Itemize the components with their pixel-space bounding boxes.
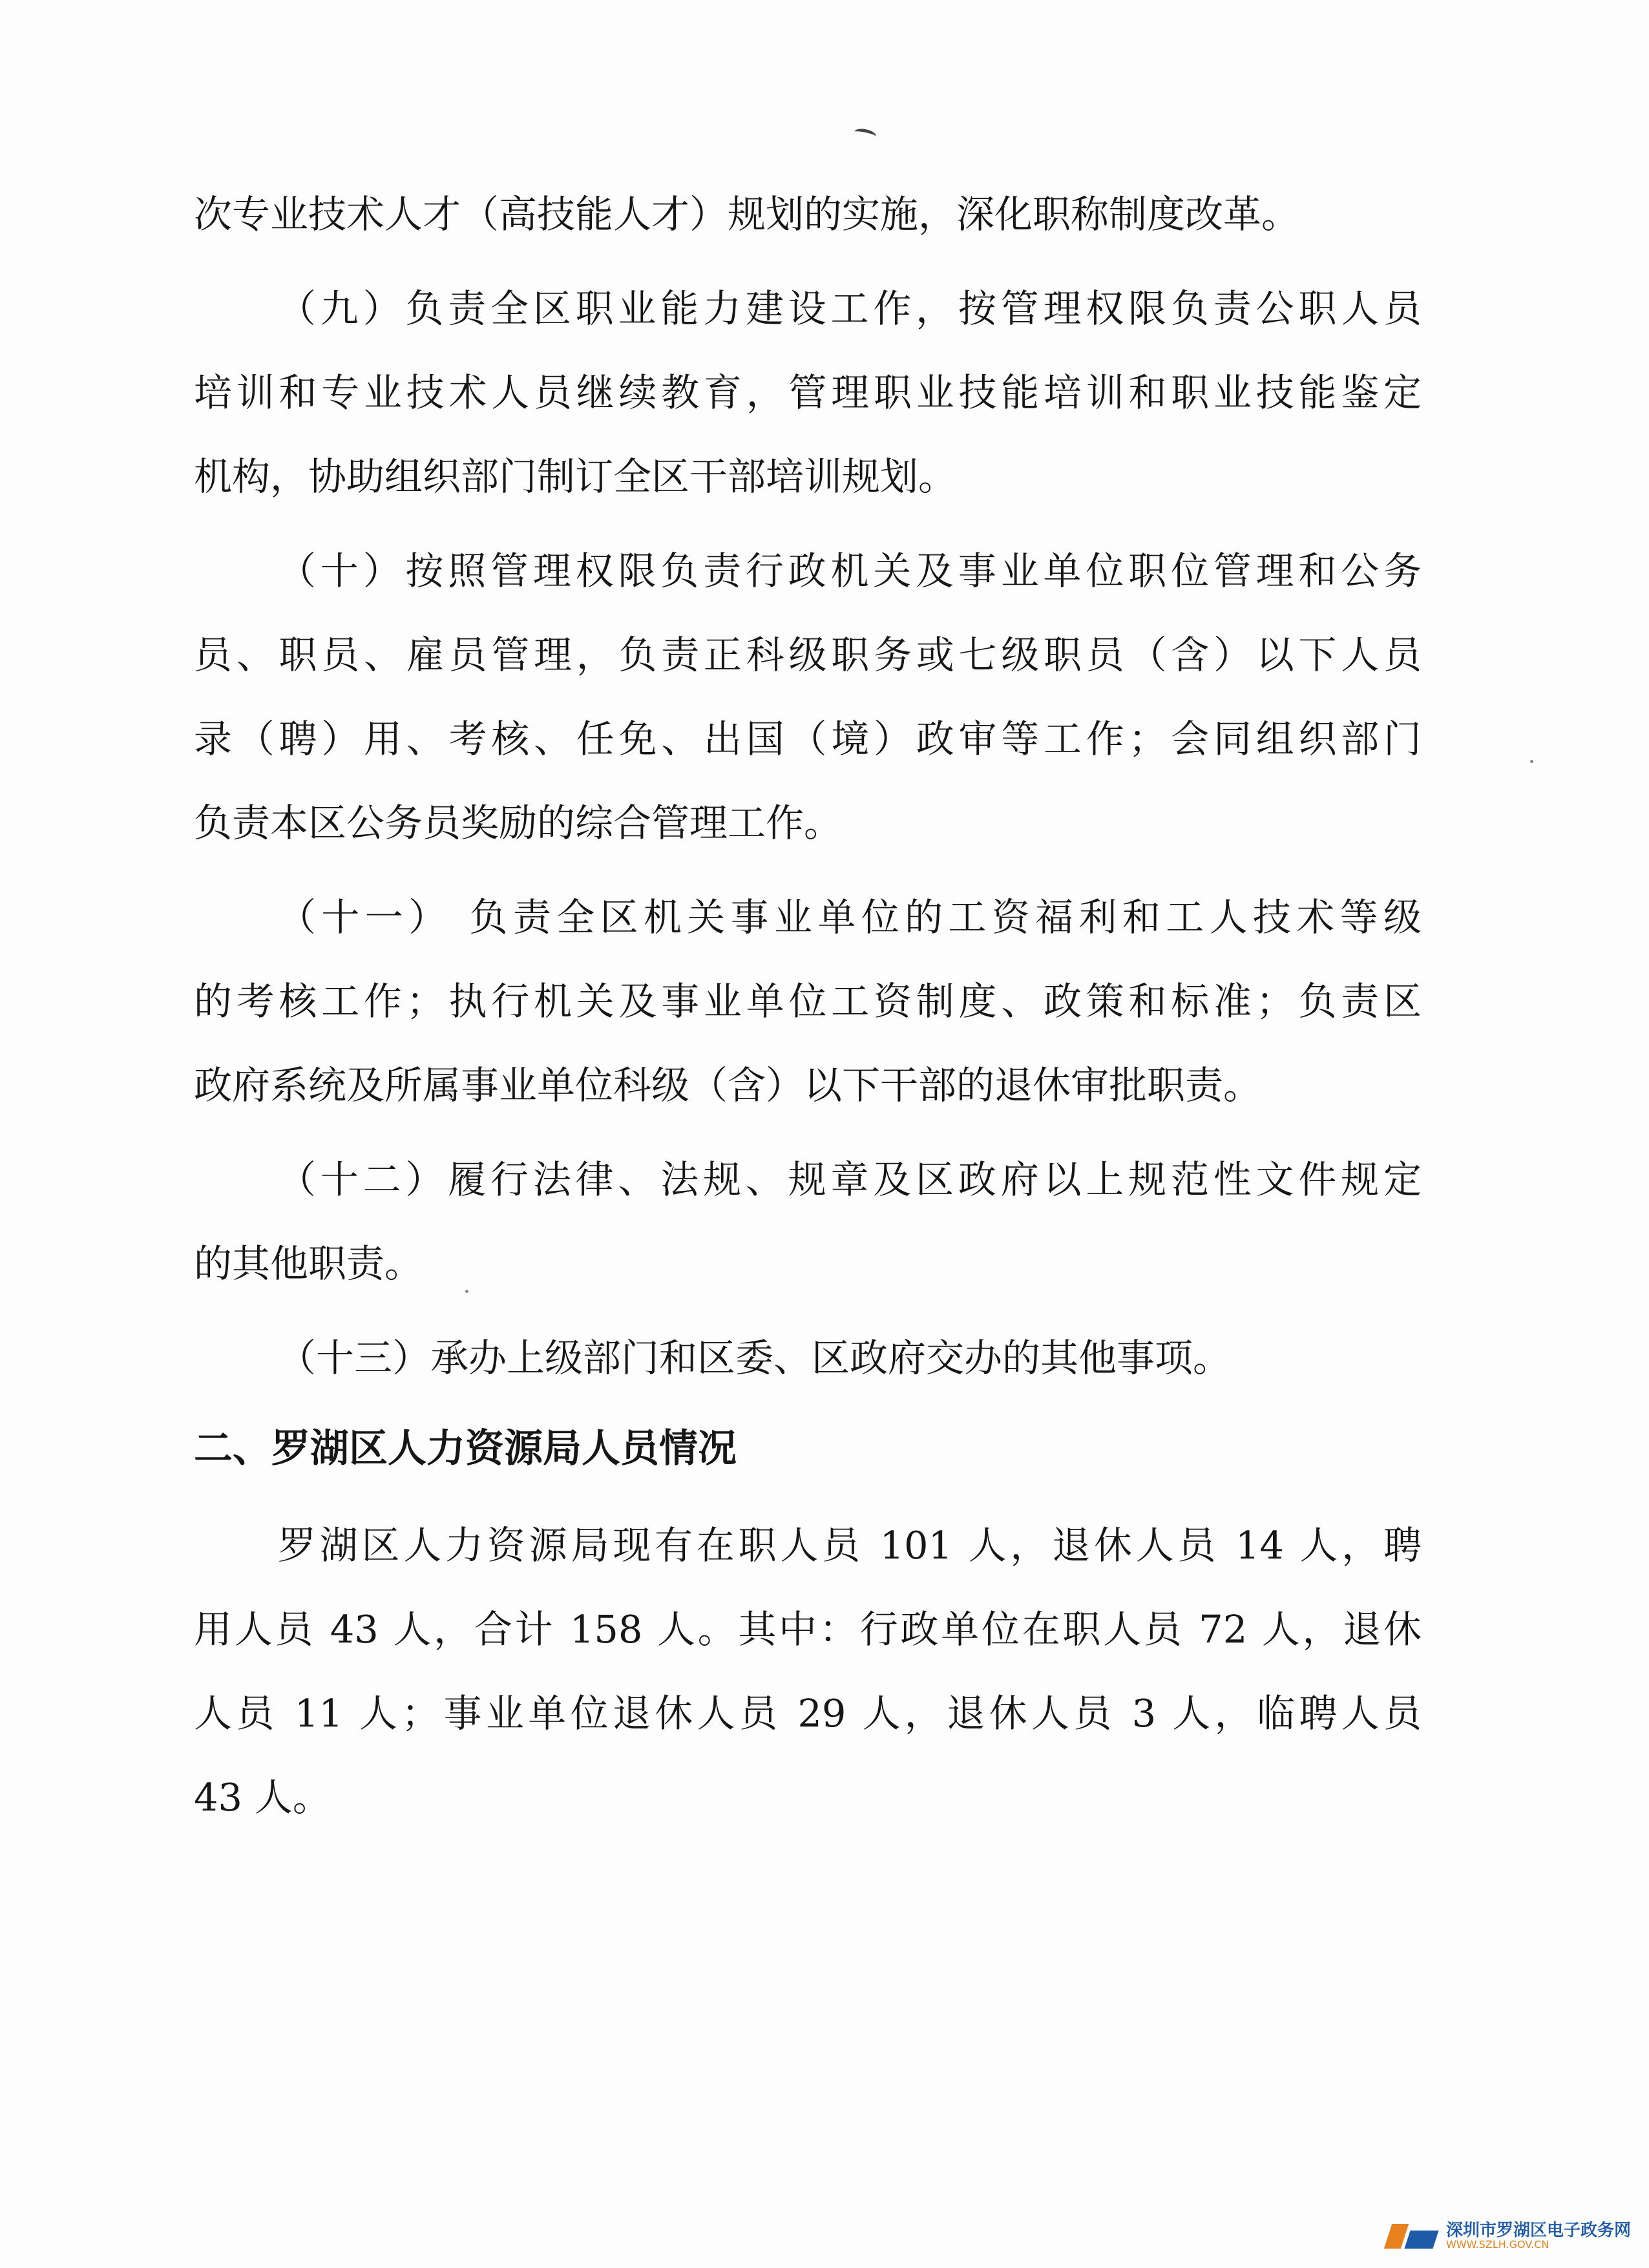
paragraph-line: （十）按照管理权限负责行政机关及事业单位职位管理和公务 — [278, 549, 1422, 593]
paragraph-line: （十三）承办上级部门和区委、区政府交办的其他事项。 — [278, 1336, 1232, 1380]
paragraph-line: 机构，协助组织部门制订全区干部培训规划。 — [194, 454, 957, 499]
paragraph-line: 43 人。 — [194, 1775, 331, 1820]
paragraph-line: 用人员 43 人，合计 158 人。其中：行政单位在职人员 72 人，退休 — [194, 1607, 1422, 1652]
paragraph-line: 录（聘）用、考核、任免、出国（境）政审等工作；会同组织部门 — [194, 717, 1422, 761]
paragraph-line: 政府系统及所属事业单位科级（含）以下干部的退休审批职责。 — [194, 1063, 1262, 1108]
watermark-url: WWW.SZLH.GOV.CN — [1445, 2238, 1549, 2251]
paragraph-line: 负责本区公务员奖励的综合管理工作。 — [194, 801, 843, 845]
paragraph-line: （九）负责全区职业能力建设工作，按管理权限负责公职人员 — [278, 286, 1422, 331]
section-heading: 二、罗湖区人力资源局人员情况 — [194, 1426, 737, 1471]
site-watermark — [1385, 2221, 1631, 2251]
paragraph-line: 人员 11 人；事业单位退休人员 29 人，退休人员 3 人，临聘人员 — [194, 1691, 1422, 1736]
paragraph-line: 的其他职责。 — [194, 1241, 423, 1286]
paragraph-line: 的考核工作；执行机关及事业单位工资制度、政策和标准；负责区 — [194, 979, 1422, 1024]
paragraph-line: 培训和专业技术人员继续教育，管理职业技能培训和职业技能鉴定 — [194, 370, 1422, 415]
paragraph-line: （十二）履行法律、法规、规章及区政府以上规范性文件规定 — [278, 1157, 1422, 1202]
paragraph-line: 罗湖区人力资源局现有在职人员 101 人，退休人员 14 人，聘 — [278, 1523, 1422, 1568]
paragraph-line: （十一） 负责全区机关事业单位的工资福利和工人技术等级 — [278, 895, 1422, 940]
scan-mark — [854, 127, 877, 142]
paragraph-line: 员、职员、雇员管理，负责正科级职务或七级职员（含）以下人员 — [194, 633, 1422, 677]
watermark-name: 深圳市罗湖区电子政务网 — [1445, 2220, 1631, 2240]
paragraph-line: 次专业技术人才（高技能人才）规划的实施，深化职称制度改革。 — [194, 192, 1300, 236]
scan-speck — [1530, 760, 1533, 763]
site-logo-icon — [1385, 2221, 1441, 2251]
scan-speck — [465, 1290, 468, 1293]
